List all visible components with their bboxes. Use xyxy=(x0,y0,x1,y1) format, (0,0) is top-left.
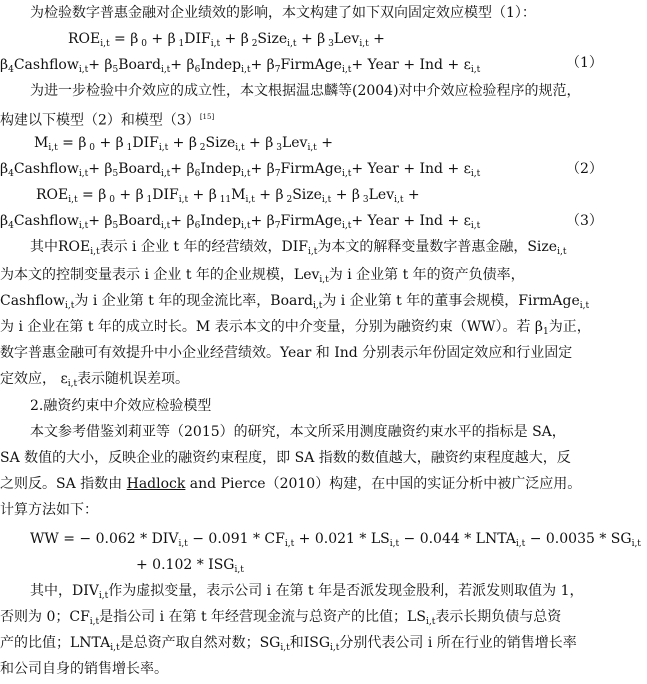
model3-number: （3） xyxy=(566,213,603,229)
model1-number: （1） xyxy=(566,55,603,71)
model3-line2: $\beta_4Cashflow_{i,t}+$ $\beta_5Board_{i,t}+$ $\beta_6Indep_{i,t}+$ $\beta_7FirmAge_{i,t}+$ Year + Ind + $\varepsilon_{i,t}$ xyxy=(0,213,481,231)
explain-line: 定效应， $\varepsilon_{i,t}$表示随机误差项。 xyxy=(0,371,190,389)
citation-ref: [15] xyxy=(199,113,215,121)
para2-line1: 为进一步检验中介效应的成立性，本文根据温忠麟等(2004)对中介效应检验程序的规范， xyxy=(30,83,581,99)
explain-line: 其中$ROE_{i,t}$表示 i 企业 t 年的经营绩效，$DIF_{i,t}$为本文的解释变量数字普惠金融，Size$_{i,t}$ xyxy=(30,239,567,257)
final-para-line: 否则为 0；$CF_{i,t}$是指公司 i 在第 t 年经营现金流与总资产的比值；$LS_{i,t}$表示长期负债与总资 xyxy=(0,609,562,627)
ww-para-line: SA 数值的大小，反映企业的融资约束程度，即 SA 指数的数值越大，融资约束程度越大，反 xyxy=(0,450,571,466)
explain-line: Cashflow$_{i,t}$为 i 企业第 t 年的现金流比率，Board$_{i,t}$为 i 企业第 t 年的董事会规模，FirmAge$_{i,t}$ xyxy=(0,293,590,311)
ww-para-line: 本文参考借鉴刘莉亚等（2015）的研究，本文所采用测度融资约束水平的指标是 SA， xyxy=(30,424,566,440)
model3-line1: $ROE_{i,t} = \beta$ $_0$ + β $_1DIF_{i,t} + \beta$ $_{11}M_{i,t} + \beta$ $_2$Size$_{i,t}$ + β $_3$Lev$_{i,t}$ + xyxy=(36,187,420,205)
section-heading: 2.融资约束中介效应检验模型 xyxy=(30,398,212,414)
para2-line2: 构建以下模型（2）和模型（3）[15] xyxy=(0,112,215,129)
ww-para-line: 之则反。SA 指数由 Hadlock and Pierce（2010）构建，在中国的实证分析中被广泛应用。 xyxy=(0,476,582,492)
intro-text: 为检验数字普惠金融对企业绩效的影响，本文构建了如下双向固定效应模型（1）： xyxy=(30,5,536,21)
model1-line2: $\beta_4Cashflow_{i,t}+$ $\beta_5Board_{i,t}+$ $\beta_6Indep_{i,t}+$ $\beta_7FirmAge_{i,t}+$ Year + Ind + $\varepsilon_{i,t}$ xyxy=(0,57,481,75)
explain-line: 为 i 企业在第 t 年的成立时长。M 表示本文的中介变量，分别为融资约束（WW）。若 $\beta_1$为正， xyxy=(0,319,591,337)
model2-line2: $\beta_4Cashflow_{i,t}+$ $\beta_5Board_{i,t}+$ $\beta_6Indep_{i,t}+$ $\beta_7FirmAge_{i,t}+$ Year + Ind + $\varepsilon_{i,t}$ xyxy=(0,161,481,179)
final-para-line: 其中，$DIV_{i,t}$作为虚拟变量，表示公司 i 在第 t 年是否派发现金股利，若派发则取值为 1， xyxy=(30,583,584,601)
final-para-line: 产的比值；$LNTA_{i,t}$是总资产取自然对数；$SG_{i,t}$和$ISG_{i,t}$分别代表公司 i 所在行业的销售增长率 xyxy=(0,635,577,653)
ww-formula-line1: WW = − $0.062 * DIV_{i,t} - 0.091 * CF_{i,t} + 0.021 * LS_{i,t} - 0.044$ * $LNTA_{i,t} - 0.0035 * SG_{i,t}$ xyxy=(30,531,641,549)
model2-number: （2） xyxy=(566,161,603,177)
final-para-line: 和公司自身的销售增长率。 xyxy=(0,661,168,677)
model2-line1: $M_{i,t} = \beta$ $_0$ + β $_1DIF_{i,t} + \beta$ $_2$Size$_{i,t}$ + β $_3$Lev$_{i,t}$ + xyxy=(34,135,333,153)
explain-line: 数字普惠金融可有效提升中小企业经营绩效。Year 和 Ind 分别表示年份固定效应和行业固定 xyxy=(0,345,573,361)
explain-line: 为本文的控制变量表示 i 企业 t 年的企业规模，Lev$_{i,t}$为 i 企业第 t 年的资产负债率， xyxy=(0,267,525,285)
ww-para-line: 计算方法如下： xyxy=(0,502,98,518)
model1-line1: $ROE_{i,t} = \beta$ $_0$ + β $_1DIF_{i,t} + \beta$ $_2$Size$_{i,t}$ + β $_3$Lev$_{i,t}$ + xyxy=(68,31,385,49)
ww-formula-line2: + $0.102 * ISG_{i,t}$ xyxy=(136,557,244,575)
